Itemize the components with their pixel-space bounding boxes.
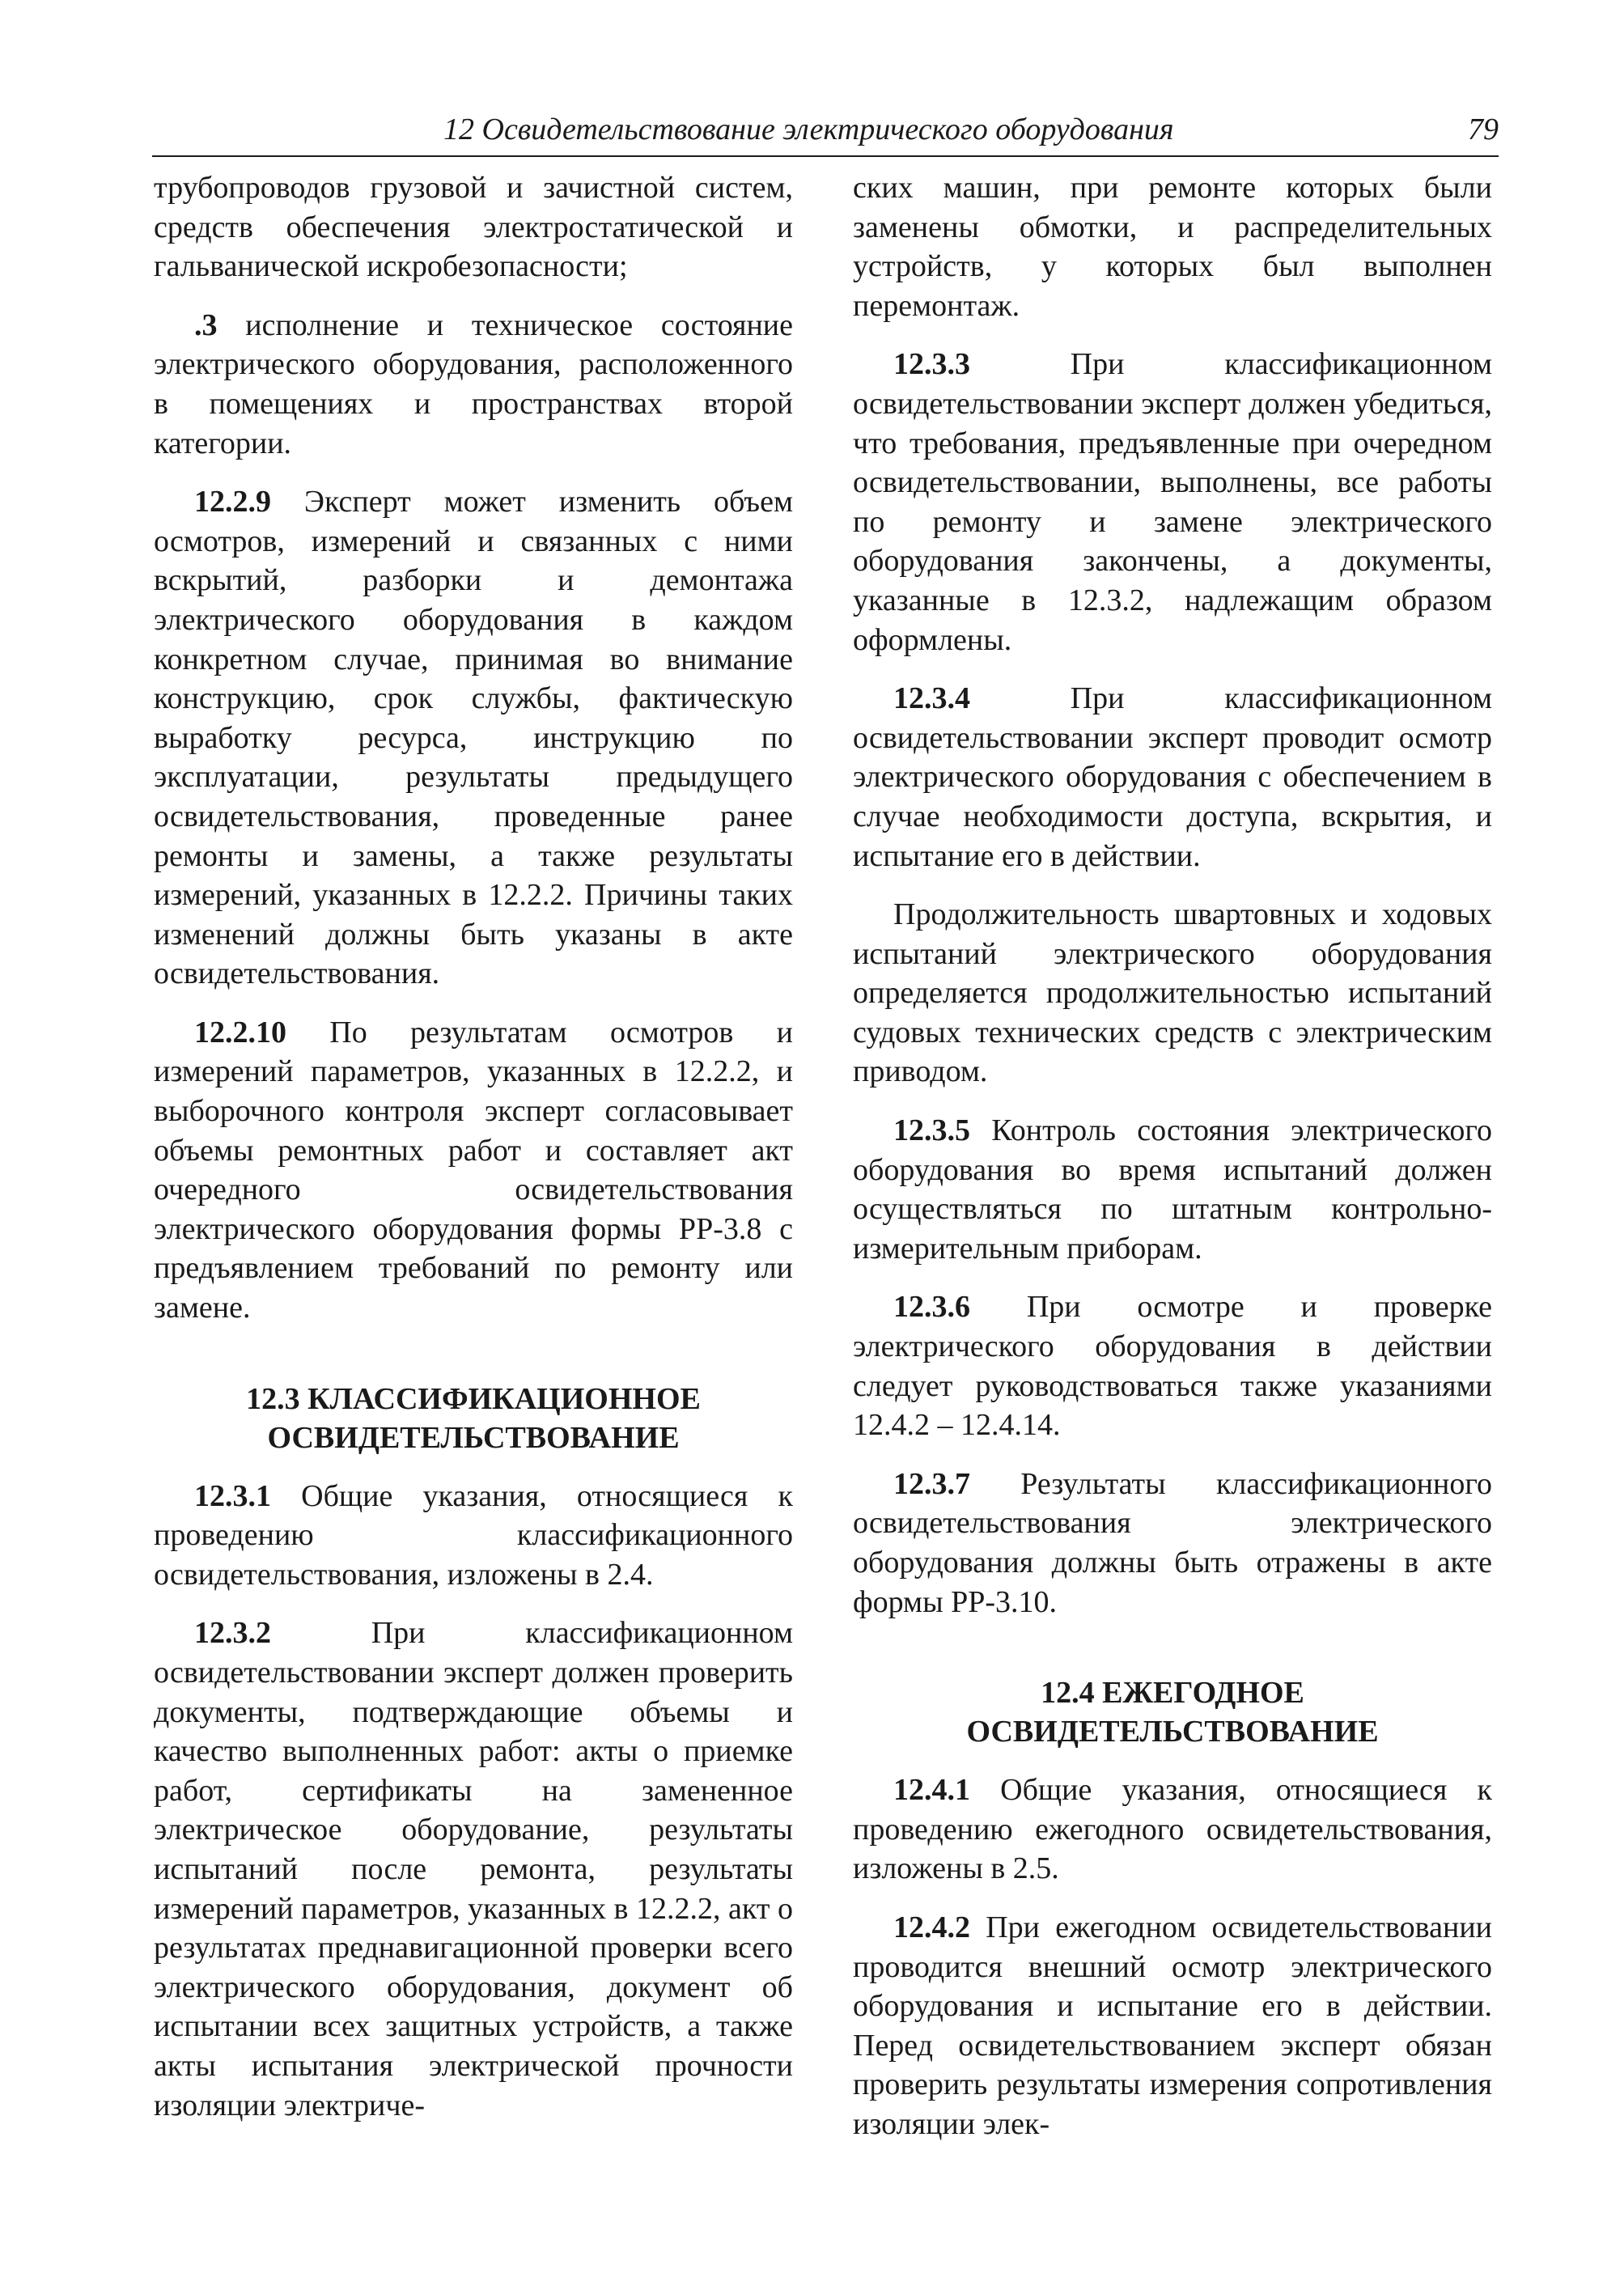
paragraph: 12.4.1 Общие указания, относящиеся к проведению ежегодного освидетельствования, изложены в 2.5. <box>853 1773 1492 1886</box>
paragraph: 12.3.4 При классификационном освидетельствовании эксперт проводит осмотр электрического оборудования с обеспечением в случае необходимости доступа, вскрытия, и испытание его в действии. <box>853 681 1492 873</box>
paragraph: 12.3.7 Результаты классификационного освидетельствования электрического оборудования должны быть отражены в акте формы РР-3.10. <box>853 1466 1492 1619</box>
paragraph: 12.2.9 Эксперт может изменить объем осмотров, измерений и связанных с ними вскрытий, разборки и демонтажа электрического оборудования в каждом конкретном случае, принимая во внимание конструкцию, срок службы, фактическую выработку ресурса, инструкцию по эксплуатации, результаты предыдущего освидетельствования, проведенные ранее ремонты и замены, а также результаты измерений, указанных в 12.2.2. Причины таких изменений должны быть указаны в акте освидетельствования. <box>154 485 793 991</box>
paragraph: 12.4.2 При ежегодном освидетельствовании проводится внешний осмотр электрического оборудования и испытание его в действии. Перед освидетельствованием эксперт обязан проверить результаты измерения сопротивления изоляции элек- <box>853 1910 1492 2141</box>
running-header <box>152 110 1499 157</box>
section-heading: 12.4 ЕЖЕГОДНОЕ ОСВИДЕТЕЛЬСТВОВАНИЕ <box>966 1676 1379 1749</box>
paragraph: 12.3.1 Общие указания, относящиеся к проведению классификационного освидетельствования, изложены в 2.4. <box>154 1478 793 1592</box>
paragraph: 12.3.6 При осмотре и проверке электрического оборудования в действии следует руководствоваться также указаниями 12.4.2 – 12.4.14. <box>853 1290 1492 1443</box>
paragraph: 12.3.3 При классификационном освидетельствовании эксперт должен убедиться, что требования, предъявленные при очередном освидетельствовании, выполнены, все работы по ремонту и замене электрического оборудования закончены, а документы, указанные в 12.3.2, надлежащим образом оформлены. <box>853 347 1492 657</box>
page-number: 79 <box>1468 112 1499 146</box>
section-heading: 12.3 КЛАССИФИКАЦИОННОЕ ОСВИДЕТЕЛЬСТВОВАНИЕ <box>246 1381 701 1455</box>
paragraph: .3 исполнение и техническое состояние электрического оборудования, расположенного в помещениях и пространствах второй категории. <box>154 307 793 460</box>
paragraph: 12.3.5 Контроль состояния электрического оборудования во время испытаний должен осуществляться по штатным контрольно-измерительным приборам. <box>853 1113 1492 1266</box>
paragraph: 12.2.10 По результатам осмотров и измерений параметров, указанных в 12.2.2, и выборочного контроля эксперт согласовывает объемы ремонтных работ и составляет акт очередного освидетельствования электрического оборудования формы РР-3.8 с предъявлением требований по ремонту или замене. <box>154 1015 793 1325</box>
paragraph: ских машин, при ремонте которых были заменены обмотки, и распределительных устройств, у которых был выполнен перемонтаж. <box>853 171 1492 323</box>
paragraph: трубопроводов грузовой и зачистной систем, средств обеспечения электростатической и гальванической искробезопасности; <box>154 171 793 284</box>
right-column <box>853 168 1492 2164</box>
left-column <box>154 168 793 2144</box>
paragraph: Продолжительность швартовных и ходовых испытаний электрического оборудования определяется продолжительностью испытаний судовых технических средств с электрическим приводом. <box>853 897 1492 1089</box>
running-title: 12 Освидетельствование электрического оборудования <box>443 112 1174 146</box>
paragraph: 12.3.2 При классификационном освидетельствовании эксперт должен проверить документы, подтверждающие объемы и качество выполненных работ: акты о приемке работ, сертификаты на замененное электрическое оборудование, результаты испытаний после ремонта, результаты измерений параметров, указанных в 12.2.2, акт о результатах преднавигационной проверки всего электрического оборудования, документ об испытании всех защитных устройств, а также акты испытания электрической прочности изоляции электриче- <box>154 1616 793 2122</box>
